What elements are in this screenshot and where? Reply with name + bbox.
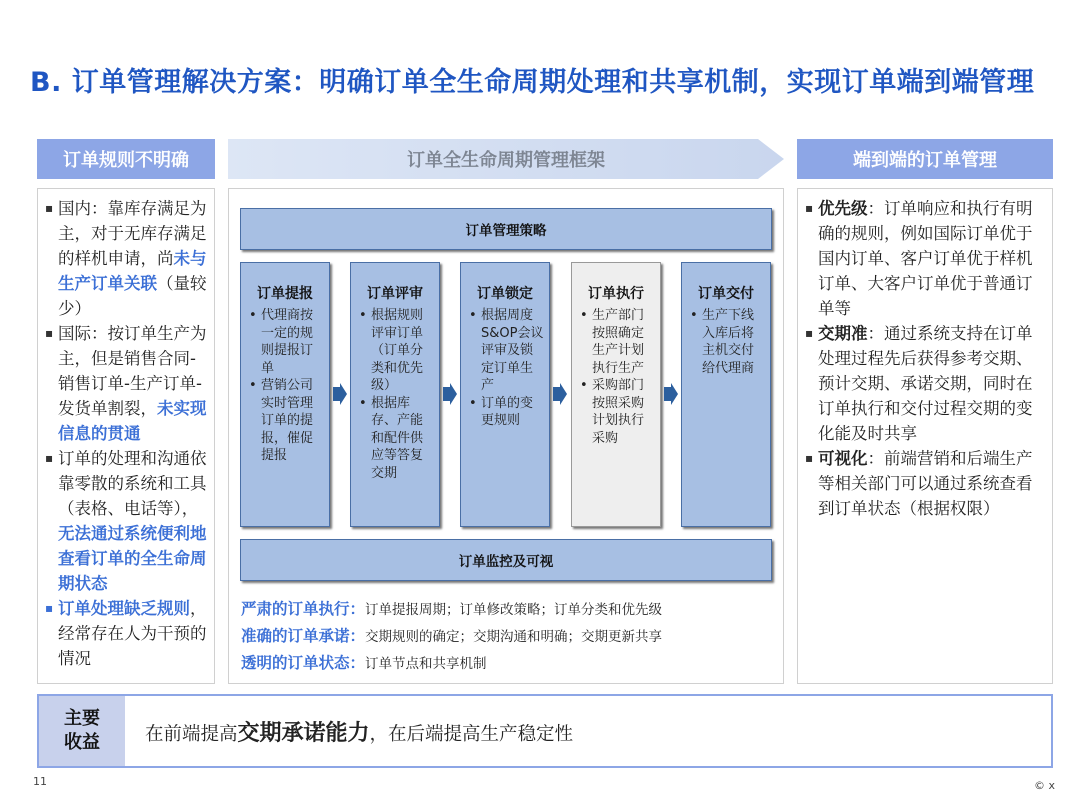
principle-line: 透明的订单状态：订单节点和共享机制 (241, 654, 487, 672)
step-review (350, 262, 440, 527)
flow-arrow-icon (664, 383, 678, 405)
step-item: • 生产部门按照确定生产计划执行生产 (576, 307, 656, 377)
right-bullet-priority: ▪ 优先级：订单响应和执行有明确的规则，例如国际订单优于国内订单、客户订单优于样机订单、大客户订单优于普通订单等 (804, 196, 1046, 321)
page-title: B. 订单管理解决方案：明确订单全生命周期处理和共享机制，实现订单端到端管理 (30, 67, 1035, 98)
principle-line: 准确的订单承诺：交期规则的确定；交期沟通和明确；交期更新共享 (241, 627, 663, 645)
step-deliver (681, 262, 771, 527)
left-bullet-4: ▪ 订单处理缺乏规则，经常存在人为干预的情况 (44, 596, 208, 671)
benefit-box (37, 694, 1053, 768)
monitor-bar: 订单监控及可视 (240, 539, 772, 581)
left-panel (37, 188, 215, 684)
copyright: © x (1034, 779, 1056, 792)
principle-line: 严肃的订单执行：订单提报周期；订单修改策略；订单分类和优先级 (241, 600, 663, 618)
benefit-text: 在前端提高交期承诺能力，在后端提高生产稳定性 (145, 721, 574, 746)
step-item: • 根据库存、产能和配件供应等答复交期 (355, 395, 435, 483)
step-item: • 订单的变更规则 (465, 395, 545, 430)
step-item: • 代理商按一定的规则提报订单 (245, 307, 325, 377)
flow-arrow-icon (553, 383, 567, 405)
header-middle-label: 订单全生命周期管理框架 (407, 150, 605, 171)
step-item: • 根据规则评审订单（订单分类和优先级） (355, 307, 435, 395)
page-number: 11 (33, 775, 47, 788)
step-title: 订单提报 (257, 286, 313, 302)
step-title: 订单执行 (588, 286, 644, 302)
step-execute (571, 262, 661, 527)
step-title: 订单评审 (367, 286, 423, 302)
step-item: • 营销公司实时管理订单的提报，催促提报 (245, 377, 325, 465)
benefit-label-line: 主要 (64, 708, 100, 729)
header-left: 订单规则不明确 (37, 139, 215, 179)
flow-arrow-icon (443, 383, 457, 405)
step-item: • 根据周度S&OP会议评审及锁定订单生产 (465, 307, 545, 395)
benefit-label (39, 696, 125, 766)
right-bullet-visibility: ▪ 可视化：前端营销和后端生产等相关部门可以通过系统查看到订单状态（根据权限） (804, 446, 1046, 521)
flow-arrow-icon (333, 383, 347, 405)
step-title: 订单锁定 (477, 286, 533, 302)
left-bullet-2: ▪ 国际：按订单生产为主，但是销售合同-销售订单-生产订单-发货单割裂，未实现信息的贯通 (44, 321, 208, 446)
step-title: 订单交付 (698, 286, 754, 302)
step-lock (460, 262, 550, 527)
header-middle-arrow (228, 134, 784, 184)
header-right: 端到端的订单管理 (797, 139, 1053, 179)
step-item: • 生产下线入库后将主机交付给代理商 (686, 307, 766, 377)
right-bullet-delivery: ▪ 交期准：通过系统支持在订单处理过程先后获得参考交期、预计交期、承诺交期，同时在订单执行和交付过程交期的变化能及时共享 (804, 321, 1046, 446)
benefit-label-line: 收益 (64, 732, 100, 753)
left-bullet-1: ▪ 国内：靠库存满足为主，对于无库存满足的样机申请，尚未与生产订单关联（量较少） (44, 196, 208, 321)
left-bullet-3: ▪ 订单的处理和沟通依靠零散的系统和工具（表格、电话等），无法通过系统便利地查看订单的全生命周期状态 (44, 446, 208, 596)
right-panel (797, 188, 1053, 684)
strategy-bar: 订单管理策略 (240, 208, 772, 250)
step-item: • 采购部门按照采购计划执行采购 (576, 377, 656, 447)
step-submit (240, 262, 330, 527)
